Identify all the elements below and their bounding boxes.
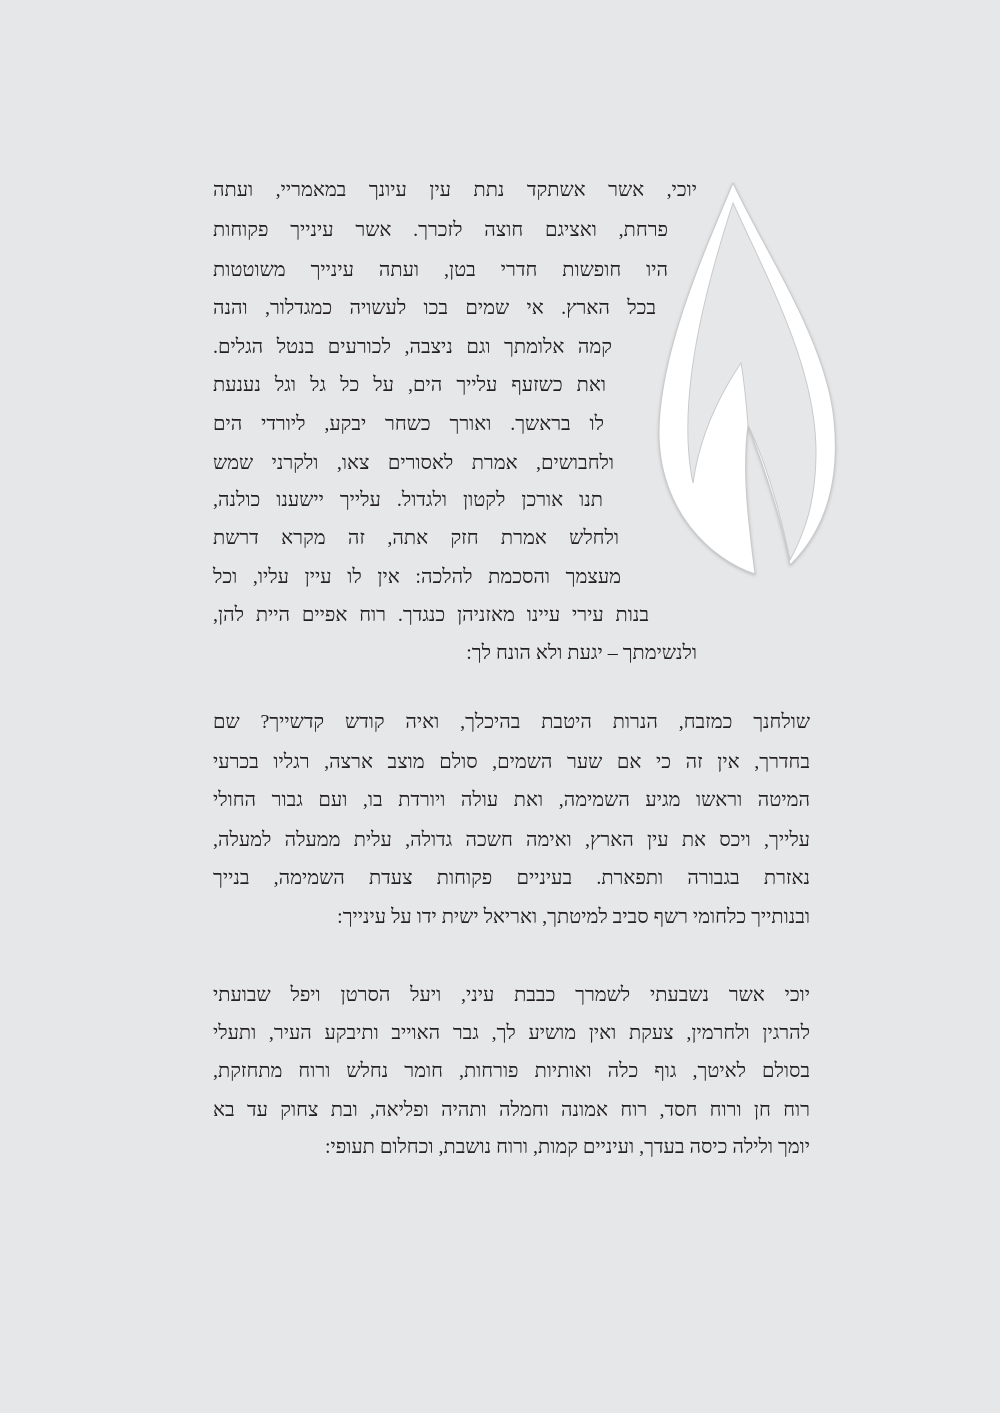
- text-line: קמה אלומתך וגם ניצבה, לכורעים בנטל הגלים.: [213, 336, 612, 358]
- text-line: ולחלש אמרת חזק אתה, זה מקרא דרשת: [213, 527, 619, 549]
- text-line: המיטה וראשו מגיע השמימה, ואת עולה ויורדת בו, ועם גבור החולי: [213, 789, 810, 811]
- text-line: יומך ולילה כיסה בעדך, ועיניים קמות, ורוח נושבת, וכחלום תעופי:: [324, 1136, 810, 1158]
- text-line: ולחבושים, אמרת לאסורים צאו, ולקרני שמש: [213, 452, 614, 474]
- text-line: עלייך, ויכס את עין הארץ, ואימה חשכה גדולה, עלית ממעלה למעלה,: [213, 829, 810, 851]
- text-line: בסולם לאיטך, גוף כלה ואותיות פורחות, חומר נחלש ורוח מתחזקת,: [213, 1060, 810, 1082]
- text-line: ולנשימתך – יגעת ולא הונח לך:: [466, 642, 697, 664]
- text-line: ובנותייך כלחומי רשף סביב למיטתך, ואריאל ישית ידו על עינייך:: [337, 906, 810, 928]
- text-line: בנות עירי עיינו מאזניהן כנגדך. רוח אפיים היית להן,: [213, 604, 649, 626]
- text-line: רוח חן ורוח חסד, רוח אמונה וחמלה ותהיה ופליאה, ובת צחוק עד בא: [213, 1099, 810, 1121]
- text-line: יוכי אשר נשבעתי לשמרך כבבת עיני, ויעל הסרטן ויפל שבועתי: [213, 984, 810, 1006]
- text-line: תנו אורכן לקטון ולגדול. עלייך יישענו כולנה,: [213, 489, 603, 511]
- text-line: בחדרך, אין זה כי אם שער השמים, סולם מוצב ארצה, רגליו בכרעי: [213, 751, 810, 773]
- text-line: להרגין ולחרמין, צעקת ואין מושיע לך, גבר האוייב ותיבקע העיר, ותעלי: [213, 1022, 810, 1044]
- text-line: לו בראשך. ואורך כשחר יבקע, ליורדי הים: [213, 413, 604, 435]
- text-line: פרחת, ואציגם חוצה לזכרך. אשר עינייך פקוחות: [213, 219, 668, 241]
- text-line: שולחנך כמזבח, הנרות היטבת בהיכלך, ואיה קודש קדשייך? שם: [213, 711, 810, 733]
- text-line: נאזרת בגבורה ותפארת. בעיניים פקוחות צעדת השמימה, בנייך: [213, 867, 810, 889]
- text-line: מעצמך והסכמת להלכה: אין לו עיין עליו, וכל: [213, 566, 621, 588]
- text-line: ואת כשזעף עלייך הים, על כל גל וגל נענעת: [213, 374, 606, 396]
- text-line: בכל הארץ. אי שמים בכו לעשויה כמגדלור, והנה: [213, 297, 656, 319]
- text-line: היו חופשות חדרי בטן, ועתה עינייך משוטטות: [213, 259, 668, 281]
- text-line: יוכי, אשר אשתקד נתת עין עיונך במאמריי, ועתה: [213, 179, 697, 201]
